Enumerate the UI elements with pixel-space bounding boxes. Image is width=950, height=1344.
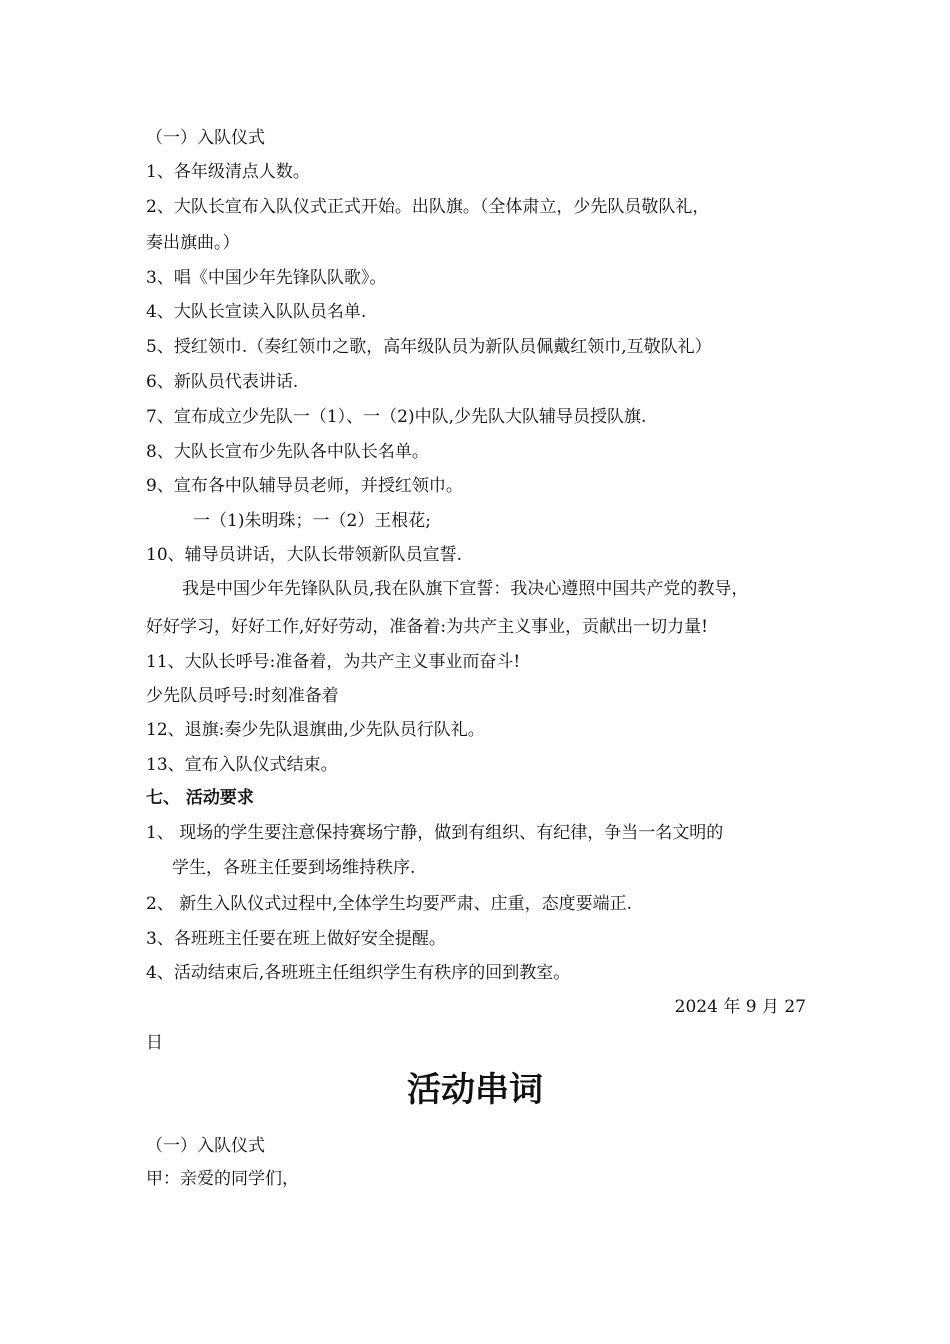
step-line: 8、大队长宣布少先队各中队长名单。 bbox=[146, 442, 429, 462]
step-line: 1、各年级清点人数。 bbox=[146, 162, 310, 182]
step-line: 11、大队长呼号:准备着，为共产主义事业而奋斗! bbox=[146, 652, 521, 672]
script-line: 甲：亲爱的同学们， bbox=[146, 1169, 299, 1189]
counselor-names: 一（1)朱明珠；一（2）王根花; bbox=[193, 511, 431, 531]
oath-line: 我是中国少年先锋队队员,我在队旗下宣誓：我决心遵照中国共产党的教导， bbox=[182, 579, 749, 599]
step-line: 10、辅导员讲话，大队长带领新队员宣誓. bbox=[146, 545, 463, 565]
script-heading: （一）入队仪式 bbox=[146, 1136, 265, 1156]
step-line: 12、退旗:奏少先队退旗曲,少先队员行队礼。 bbox=[146, 720, 485, 740]
ceremony-heading: （一）入队仪式 bbox=[146, 128, 265, 148]
step-line: 13、宣布入队仪式结束。 bbox=[146, 755, 338, 775]
step-line: 9、宣布各中队辅导员老师，并授红领巾。 bbox=[146, 476, 463, 496]
oath-line: 好好学习，好好工作,好好劳动，准备着:为共产主义事业，贡献出一切力量! bbox=[146, 617, 708, 637]
step-line: 6、新队员代表讲话. bbox=[146, 372, 299, 392]
step-line: 7、宣布成立少先队一（1）、一（2)中队,少先队大队辅导员授队旗. bbox=[146, 407, 647, 427]
step-line: 3、唱《中国少年先锋队队歌》。 bbox=[146, 268, 387, 288]
requirement-item: 3、各班班主任要在班上做好安全提醒。 bbox=[146, 929, 446, 949]
requirement-item: 4、活动结束后,各班班主任组织学生有秩序的回到教室。 bbox=[146, 963, 571, 983]
step-line: 奏出旗曲。） bbox=[146, 233, 240, 253]
requirement-item-cont: 学生，各班主任要到场维持秩序. bbox=[172, 858, 416, 878]
step-line: 5、授红领巾.（奏红领巾之歌，高年级队员为新队员佩戴红领巾,互敬队礼） bbox=[146, 337, 712, 357]
step-line: 4、大队长宣读入队队员名单. bbox=[146, 302, 367, 322]
requirement-item: 2、 新生入队仪式过程中,全体学生均要严肃、庄重，态度要端正. bbox=[146, 894, 633, 914]
date-day: 日 bbox=[146, 1033, 163, 1053]
script-title: 活动串词 bbox=[407, 1070, 543, 1110]
date-line: 2024 年 9 月 27 bbox=[674, 997, 806, 1017]
requirement-item: 1、 现场的学生要注意保持赛场宁静，做到有组织、有纪律，争当一名文明的 bbox=[146, 823, 724, 843]
requirements-heading: 七、 活动要求 bbox=[146, 788, 254, 808]
step-line: 2、大队长宣布入队仪式正式开始。出队旗。（全体肃立，少先队员敬队礼， bbox=[146, 197, 710, 217]
step-line: 少先队员呼号:时刻准备着 bbox=[146, 686, 339, 706]
